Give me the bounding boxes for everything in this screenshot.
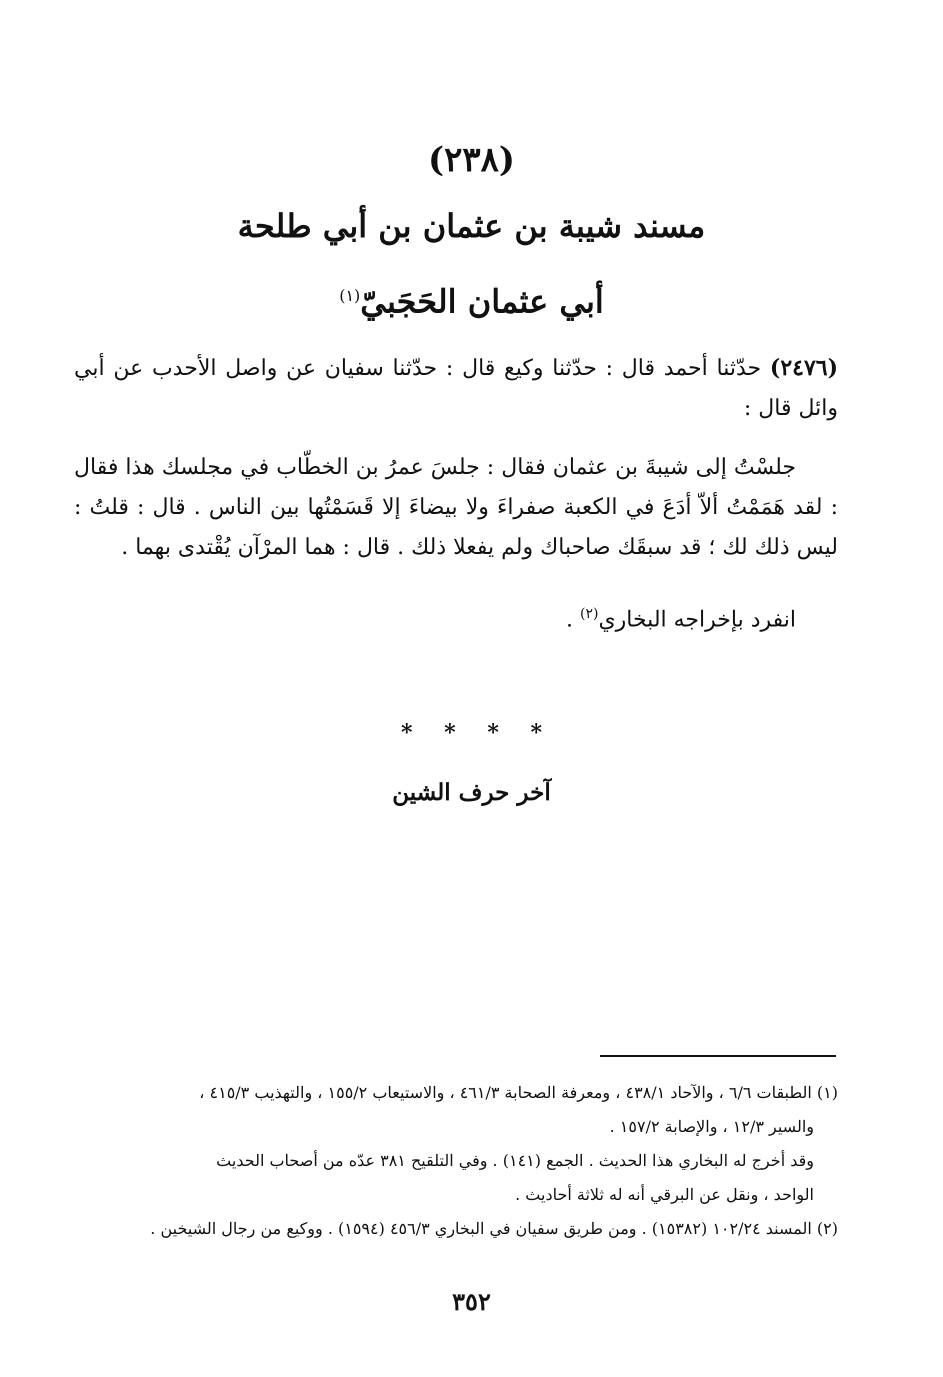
section-separator <box>0 720 943 746</box>
section-end-heading: آخر حرف الشين <box>392 779 551 806</box>
hadith-isnad <box>74 348 838 429</box>
footnote-2: (٢) المسند ١٠٢/٢٤ (١٥٣٨٢) . ومن طريق سفيان في البخاري ٤٥٦/٣ (١٥٩٤) . ووكيع من رجال الشيخين . <box>150 1219 838 1238</box>
hadith-note-text: انفرد بإخراجه البخاري <box>598 607 796 633</box>
separator-star: * <box>530 720 543 746</box>
chapter-number: (٢٣٨) <box>428 140 515 180</box>
chapter-title: مسند شيبة بن عثمان بن أبي طلحة <box>237 207 706 245</box>
footnote-1-line-1: (١) الطبقات ٦/٦ ، والآحاد ٤٣٨/١ ، ومعرفة الصحابة ٤٦١/٣ ، والاستيعاب ١٥٥/٢ ، والتهذيب ٤١٥/٣ ، <box>199 1083 838 1102</box>
footnote-1-line-4: الواحد ، ونقل عن البرقي أنه له ثلاثة أحاديث . <box>515 1185 814 1204</box>
page-number: ٣٥٢ <box>452 1287 491 1316</box>
separator-star: * <box>487 720 499 746</box>
footnote-1-line-2: والسير ١٢/٣ ، والإصابة ١٥٧/٢ . <box>609 1117 814 1136</box>
separator-star: * <box>400 720 413 746</box>
separator-star: * <box>444 720 456 746</box>
chapter-subtitle <box>40 272 903 326</box>
hadith-matn: جلسْتُ إلى شيبةَ بن عثمان فقال : جلسَ عمرُ بن الخطّاب في مجلسك هذا فقال : لقد هَمَمْتُ ألاّ أدَعَ في الكعبة صفراءَ ولا بيضاءَ إلا قَسَمْتُها بين الناس . قال : قلتُ : ليس ذلك لك ؛ قد سبقَك صاحباك ولم يفعلا ذلك . قال : هما المرْآن يُقْتدى بهما . <box>74 455 838 560</box>
footnote-divider <box>600 1055 836 1057</box>
footnotes <box>74 1076 838 1246</box>
footnote-1-line-3: وقد أخرج له البخاري هذا الحديث . الجمع (١٤١) . وفي التلقيح ٣٨١ عدّه من أصحاب الحديث <box>216 1151 814 1170</box>
chapter-subtitle-text: أبي عثمان الحَجَبيّ <box>360 282 604 321</box>
hadith-note-end: . <box>565 607 580 633</box>
hadith-isnad-text: حدّثنا أحمد قال : حدّثنا وكيع قال : حدّثنا سفيان عن واصل الأحدب عن أبي وائل قال : <box>74 356 838 421</box>
footnote-ref-1: (١) <box>339 286 361 305</box>
hadith-number: (٢٤٧٦) <box>769 355 838 381</box>
hadith-note <box>74 594 838 640</box>
footnote-ref-2: (٢) <box>579 606 599 622</box>
